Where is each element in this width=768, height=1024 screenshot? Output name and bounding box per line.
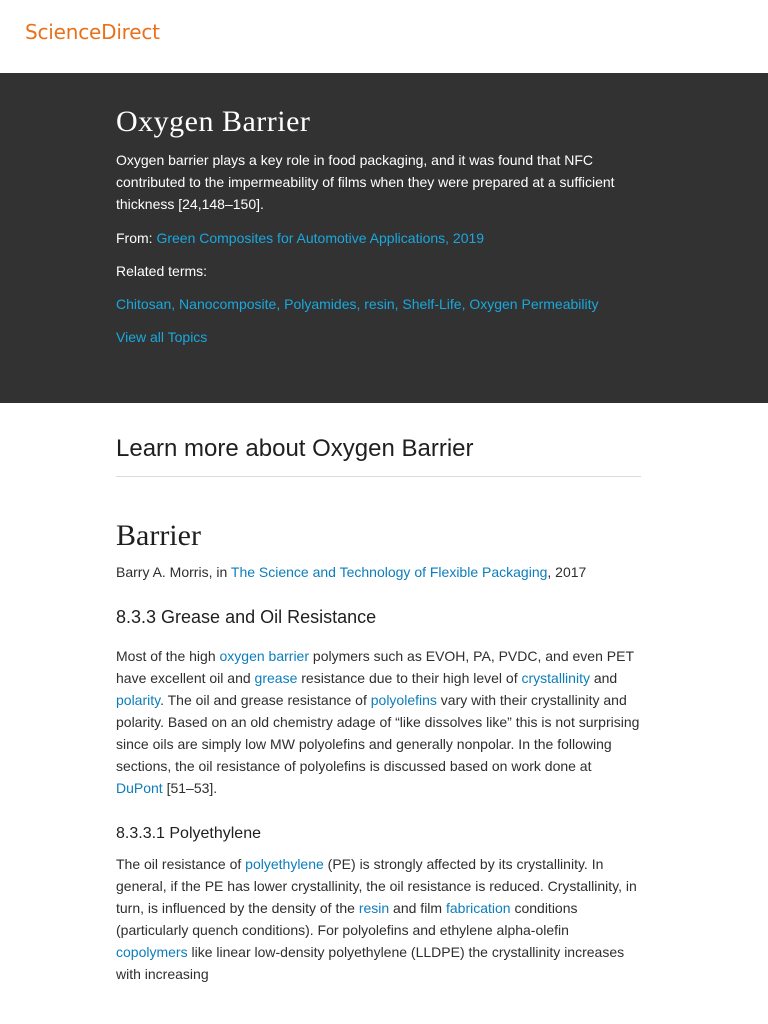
term-link-resin[interactable]: resin bbox=[358, 900, 390, 916]
paragraph-text: conditions (particularly quench conditions). For polyolefins and ethylene alpha-olefin bbox=[116, 900, 578, 938]
topic-hero bbox=[0, 73, 768, 403]
term-link-polyethylene[interactable]: polyethylene bbox=[245, 856, 324, 872]
learn-more-heading: Learn more about Oxygen Barrier bbox=[116, 433, 641, 477]
related-term-link[interactable]: Oxygen Permeability bbox=[469, 296, 599, 312]
topic-hero-content bbox=[116, 103, 644, 359]
paragraph-polyethylene bbox=[116, 853, 641, 985]
related-term-link[interactable]: Chitosan bbox=[116, 296, 172, 312]
paragraph-text: . The oil and grease resistance of bbox=[160, 692, 371, 708]
byline-author: Barry A. Morris, in bbox=[116, 564, 231, 580]
view-all-topics-line bbox=[116, 326, 644, 348]
term-link-crystallinity[interactable]: crystallinity bbox=[521, 670, 590, 686]
paragraph-text: The oil resistance of bbox=[116, 856, 246, 872]
term-separator: , bbox=[276, 296, 285, 312]
related-term-link[interactable]: Polyamides bbox=[284, 296, 357, 312]
paragraph-text: like linear low-density polyethylene (LLDPE) the crystallinity increases with increasing bbox=[116, 944, 625, 982]
term-link-polyolefins[interactable]: polyolefins bbox=[370, 692, 437, 708]
term-separator: , bbox=[171, 296, 180, 312]
subsection-heading: 8.3.3.1 Polyethylene bbox=[116, 825, 261, 842]
article-title: Barrier bbox=[116, 519, 201, 552]
related-term-link[interactable]: Nanocomposite bbox=[179, 296, 277, 312]
related-terms-list bbox=[116, 293, 644, 315]
source-line bbox=[116, 227, 644, 249]
term-link-fabrication[interactable]: fabrication bbox=[445, 900, 511, 916]
term-link-grease[interactable]: grease bbox=[254, 670, 298, 686]
article-byline bbox=[116, 561, 641, 583]
paragraph-text: polymers such as EVOH, PA, PVDC, and even PET have excellent oil and bbox=[116, 648, 634, 686]
term-link-oxygen-barrier[interactable]: oxygen barrier bbox=[219, 648, 310, 664]
related-term-link[interactable]: Shelf-Life bbox=[402, 296, 462, 312]
main-content bbox=[116, 403, 641, 985]
page-title: Oxygen Barrier bbox=[116, 105, 311, 138]
paragraph-text: vary with their crystallinity and polarity. Based on an old chemistry adage of “like dissolves like” this is not surprising since oils are simply low MW polyolefins and generally nonpolar. In the following sections, the oil resistance of polyolefins is discussed based on work done at bbox=[116, 692, 640, 774]
view-all-topics-link[interactable]: View all Topics bbox=[116, 329, 208, 345]
term-separator: , bbox=[356, 296, 365, 312]
term-separator: , bbox=[394, 296, 403, 312]
paragraph-text: (PE) is strongly affected by its crystallinity. In general, if the PE has lower crystallinity, the oil resistance is reduced. Crystallinity, in turn, is influenced by the density of the bbox=[116, 856, 637, 916]
source-label: From: bbox=[116, 230, 157, 246]
byline-year: , 2017 bbox=[547, 564, 587, 580]
paragraph-text: [51–53]. bbox=[162, 780, 218, 796]
related-terms-label: Related terms: bbox=[116, 263, 208, 279]
paragraph-text: and film bbox=[389, 900, 446, 916]
section-heading: 8.3.3 Grease and Oil Resistance bbox=[116, 607, 377, 627]
paragraph-grease-oil bbox=[116, 645, 641, 799]
paragraph-text: and bbox=[589, 670, 618, 686]
term-separator: , bbox=[461, 296, 470, 312]
paragraph-text: resistance due to their high level of bbox=[297, 670, 522, 686]
topic-description: Oxygen barrier plays a key role in food packaging, and it was found that NFC contributed to the impermeability of films when they were prepared at a sufficient thickness [24,148–150]. bbox=[116, 152, 615, 212]
book-link[interactable]: The Science and Technology of Flexible Packaging bbox=[230, 564, 548, 580]
term-link-dupont[interactable]: DuPont bbox=[116, 780, 163, 796]
term-link-copolymers[interactable]: copolymers bbox=[116, 944, 188, 960]
top-bar bbox=[0, 0, 768, 73]
sciencedirect-logo[interactable]: ScienceDirect bbox=[25, 20, 160, 44]
term-link-polarity[interactable]: polarity bbox=[116, 692, 161, 708]
paragraph-text: Most of the high bbox=[116, 648, 220, 664]
related-term-link[interactable]: resin bbox=[364, 296, 395, 312]
source-link[interactable]: Green Composites for Automotive Applications, 2019 bbox=[156, 230, 485, 246]
